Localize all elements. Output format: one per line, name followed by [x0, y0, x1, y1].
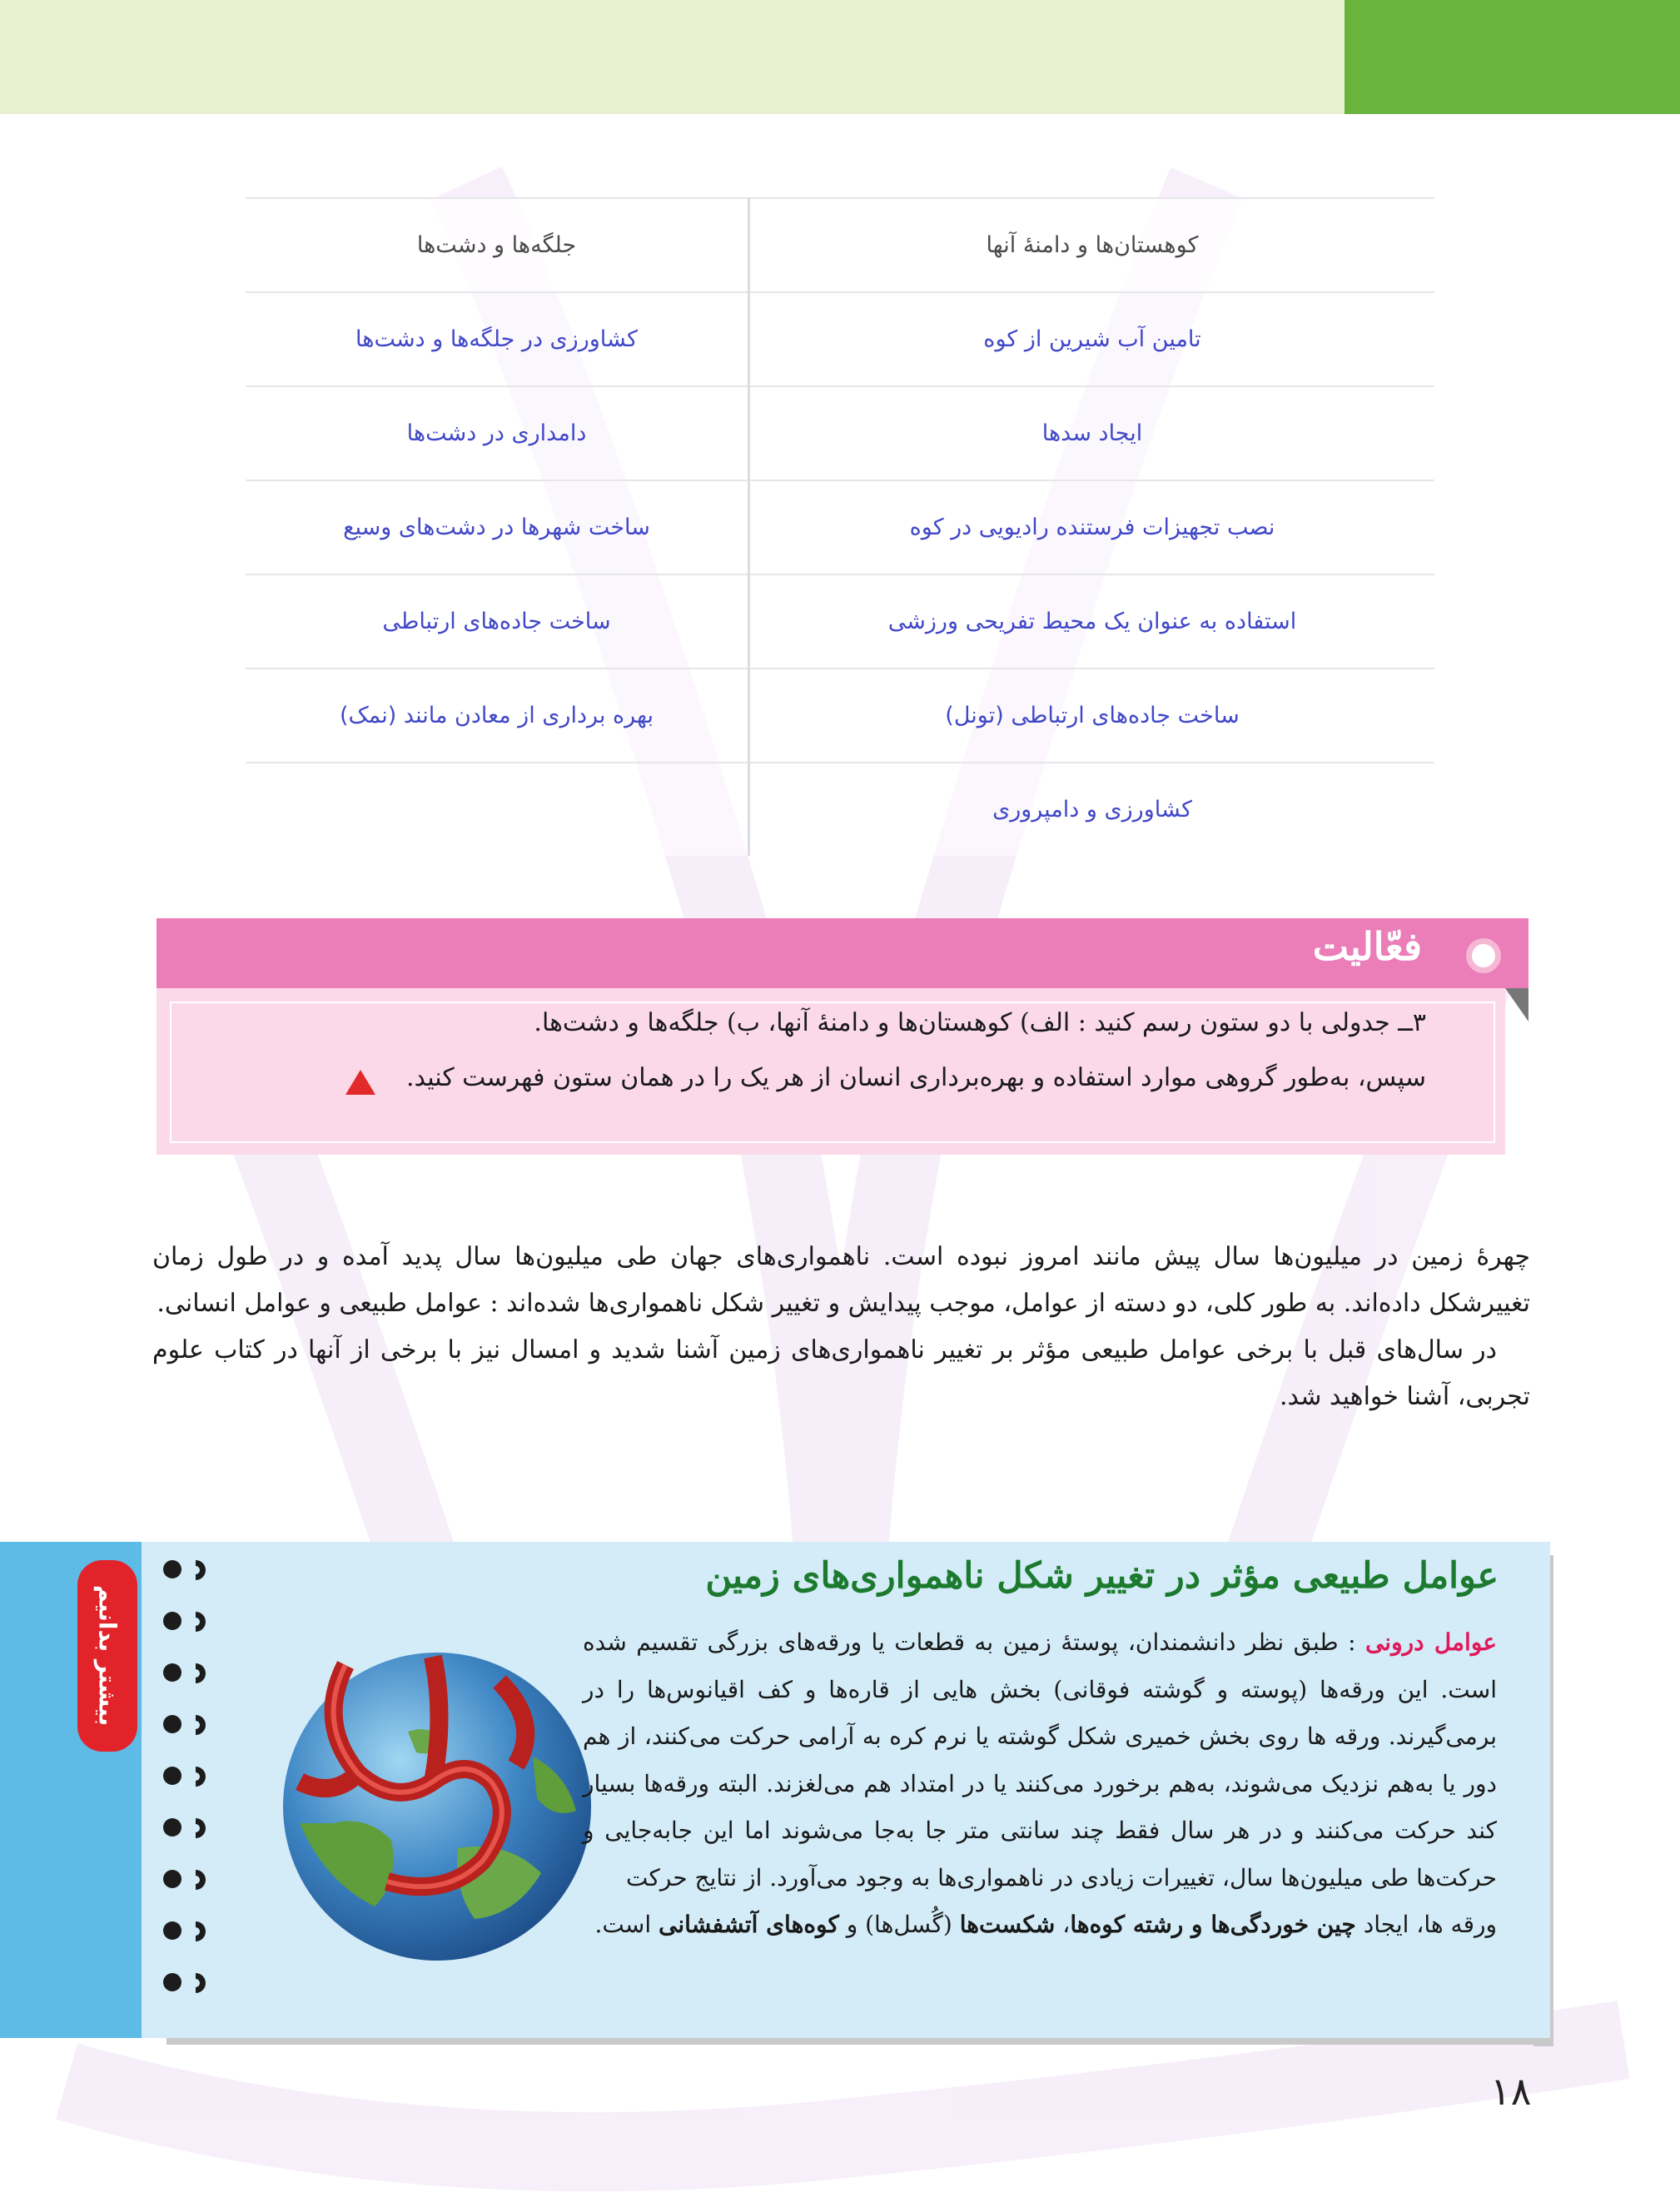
table-row — [246, 480, 1434, 574]
activity-line-1: ۳ــ جدولی با دو ستون رسم کنید : الف) کوهستان‌ها و دامنۀ آنها، ب) جلگه‌ها و دشت‌ها. — [534, 1008, 1426, 1037]
red-triangle-icon — [345, 1070, 375, 1095]
table-row — [246, 763, 1434, 856]
bold-term-faults: شکست‌ها — [959, 1911, 1056, 1938]
spiral-binding-icon — [154, 1557, 229, 2023]
learn-more-body: : طبق نظر دانشمندان، پوستۀ زمین به قطعات یا ورقه‌های بزرگی تقسیم شده است. این ورقه‌ها (پوسته و گوشته فوقانی) بخش هایی از قاره‌ها و کف اقیانوس‌ها را در برمی‌گیرند. ورقه ها روی بخش خمیری شکل گوشته یا نرم کره به آرامی حرکت می‌کنند، از هم دور یا به‌هم نزدیک می‌شوند، به‌هم برخورد می‌کنند یا در امتداد هم می‌لغزند. البته ورقه‌ها بسیار کند حرکت می‌کنند و در هر سال فقط چند سانتی متر جا به‌جا می‌شوند اما این جابه‌جایی و حرکت‌ها طی میلیون‌ها سال، تغییرات زیادی در ناهمواری‌ها به وجود می‌آورد. از نتایج حرکت — [583, 1628, 1497, 1891]
top-header-accent — [1344, 0, 1680, 114]
table-row — [246, 669, 1434, 763]
table-header-plains: جلگه‌ها و دشت‌ها — [246, 198, 749, 292]
table-cell: ایجاد سدها — [749, 386, 1435, 480]
table-row — [246, 292, 1434, 386]
text-segment: ورقه ها، ایجاد — [1355, 1911, 1497, 1938]
table-cell: ساخت جاده‌های ارتباطی — [246, 574, 749, 669]
paragraph-2: در سال‌های قبل با برخی عوامل طبیعی مؤثر بر تغییر ناهمواری‌های زمین آشنا شدید و امسال نیز با برخی از آنها در کتاب علوم تجربی، آشنا خواهید شد. — [152, 1335, 1530, 1411]
bold-term-volcanoes: کوه‌های آتشفشانی — [659, 1911, 839, 1938]
activity-line-2: سپس، به‌طور گروهی موارد استفاده و بهره‌برداری انسان از هر یک را در همان ستون فهرست کنید. — [405, 1063, 1426, 1092]
bold-term-folds: چین خوردگی‌ها و رشته کوه‌ها — [1070, 1911, 1356, 1938]
table-cell: استفاده به عنوان یک محیط تفریحی ورزشی — [749, 574, 1435, 669]
learn-more-badge-label: بیشتر بدانیم — [93, 1585, 122, 1727]
usage-table — [246, 197, 1434, 856]
table-cell: کشاورزی در جلگه‌ها و دشت‌ها — [246, 292, 749, 386]
learn-more-badge — [77, 1560, 137, 1752]
table-cell: بهره برداری از معادن مانند (نمک) — [246, 669, 749, 763]
table-header-row — [246, 198, 1434, 292]
table-cell: ساخت شهرها در دشت‌های وسیع — [246, 480, 749, 574]
learn-more-last-line — [583, 1901, 1497, 1949]
activity-bullet-icon — [1466, 938, 1501, 973]
table-cell: دامداری در دشت‌ها — [246, 386, 749, 480]
text-segment: است. — [594, 1911, 659, 1938]
table-cell: تامین آب شیرین از کوه — [749, 292, 1435, 386]
top-header-band — [0, 0, 1344, 114]
page-number: ۱۸ — [1490, 2069, 1532, 2114]
table-row — [246, 386, 1434, 480]
table-header-mountains: کوهستان‌ها و دامنۀ آنها — [749, 198, 1435, 292]
internal-factors-label: عوامل درونی — [1364, 1628, 1497, 1656]
text-segment: ، — [1055, 1911, 1071, 1938]
learn-more-title: عوامل طبیعی مؤثر در تغییر شکل ناهمواری‌های زمین — [705, 1555, 1499, 1597]
table-cell: ساخت جاده‌های ارتباطی (تونل) — [749, 669, 1435, 763]
paragraph-1: چهرۀ زمین در میلیون‌ها سال پیش مانند امروز نبوده است. ناهمواری‌های جهان طی میلیون‌ها سال پدید آمده و در طول زمان تغییرشکل داده‌اند. به طور کلی، دو دسته از عوامل، موجب پیدایش و تغییر شکل ناهمواری‌ها شده‌اند : عوامل طبیعی و عوامل انسانی. — [152, 1242, 1530, 1318]
table-cell: نصب تجهیزات فرستنده رادیویی در کوه — [749, 480, 1435, 574]
text-segment: (گُسل‌ها) و — [838, 1911, 960, 1938]
table-cell — [246, 763, 749, 856]
intro-paragraph — [152, 1234, 1530, 1420]
table-cell: کشاورزی و دامپروری — [749, 763, 1435, 856]
table-row — [246, 574, 1434, 669]
learn-more-text — [583, 1619, 1497, 1949]
activity-fold-corner — [1505, 988, 1528, 1021]
tectonic-globe-icon — [266, 1632, 599, 1969]
activity-title: فعّالیت — [1312, 924, 1422, 969]
